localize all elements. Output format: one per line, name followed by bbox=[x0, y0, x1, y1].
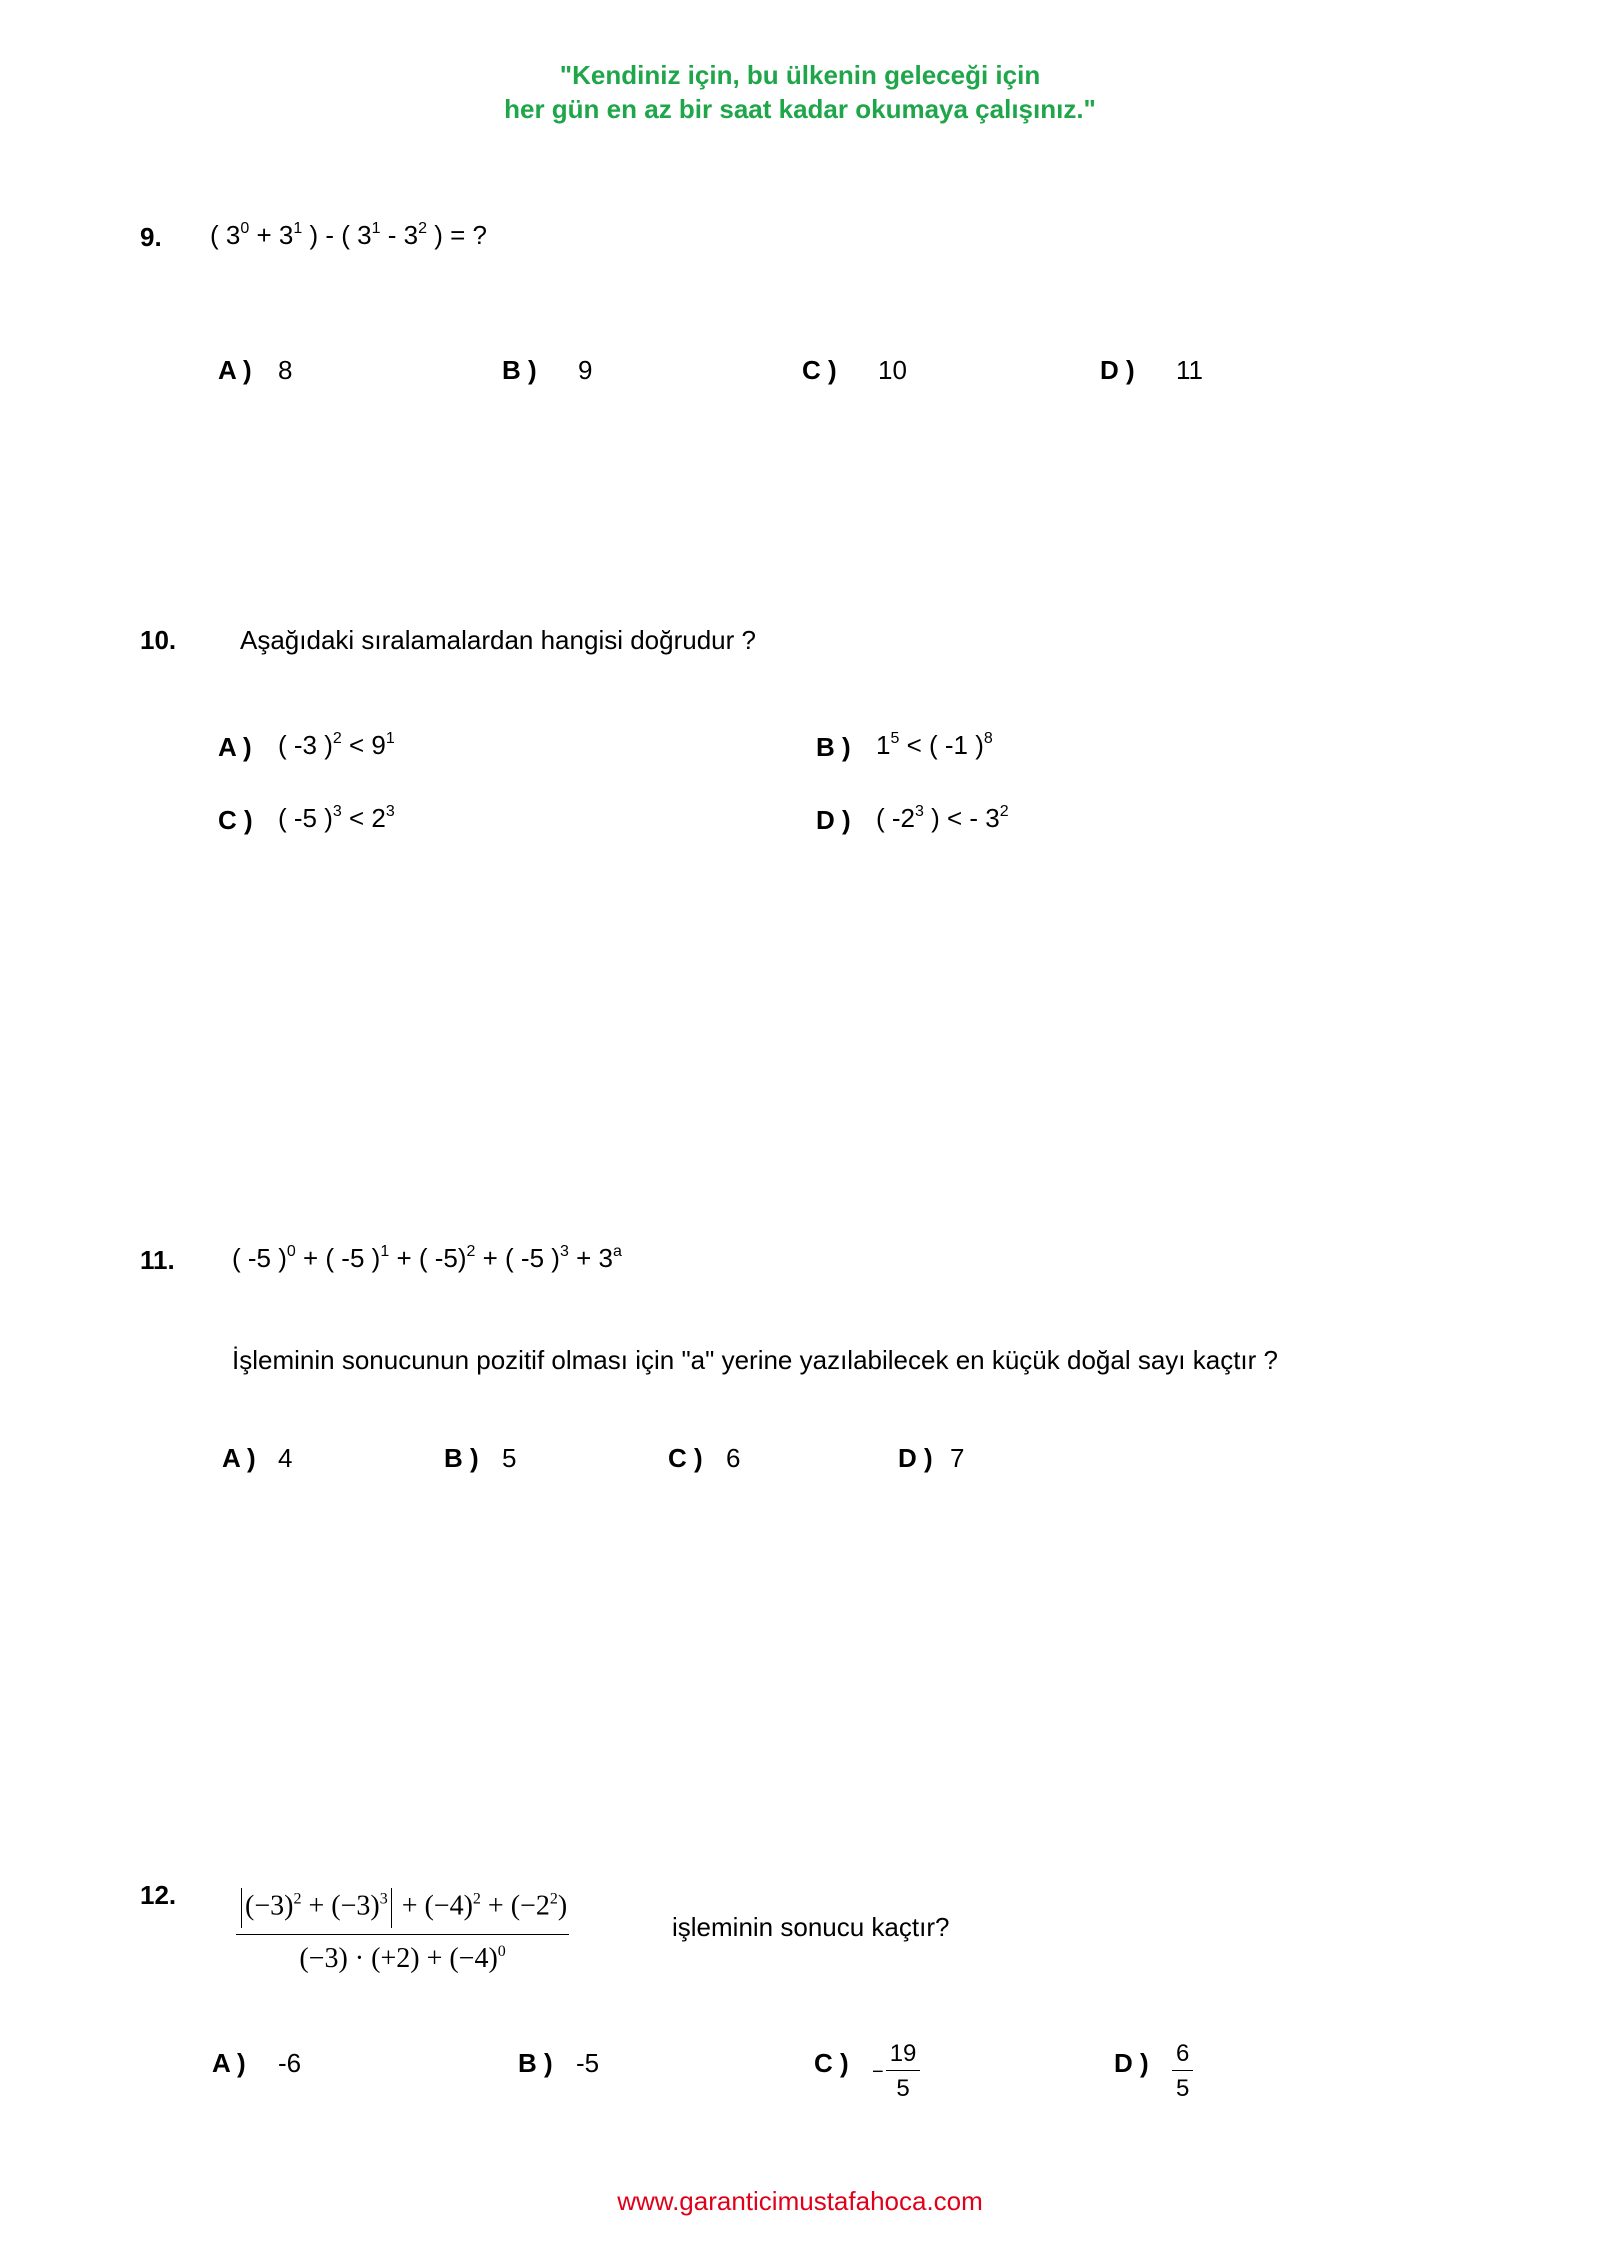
q12-option-a-label: A ) bbox=[212, 2048, 246, 2078]
q12-option-b-label: B ) bbox=[518, 2048, 553, 2078]
question-9-number: 9. bbox=[140, 222, 162, 252]
q10-option-d[interactable]: ( $-2^3$ ) < - $3^2$ bbox=[876, 803, 1009, 833]
q9-option-c-label: C ) bbox=[802, 355, 837, 385]
q9-option-a-label: A ) bbox=[218, 355, 252, 385]
footer-website-link[interactable]: www.garanticimustafahoca.com bbox=[617, 2186, 983, 2216]
q12-option-d[interactable] bbox=[1172, 2040, 1193, 2103]
q10-option-a[interactable]: ( -3 )$^2 < 9^1$ bbox=[278, 730, 395, 760]
q10-option-b-label: B ) bbox=[816, 732, 851, 762]
motto-line-1: "Kendiniz için, bu ülkenin geleceği için bbox=[559, 60, 1041, 90]
q12-option-d-label: D ) bbox=[1114, 2048, 1149, 2078]
q11-option-c-label: C ) bbox=[668, 1443, 703, 1473]
q9-option-b[interactable]: 9 bbox=[578, 355, 593, 385]
question-12-number: 12. bbox=[140, 1880, 177, 1910]
q9-option-c[interactable]: 10 bbox=[878, 355, 907, 385]
q12-option-a[interactable]: -6 bbox=[278, 2048, 302, 2078]
q10-option-b[interactable]: $1^5$ < ( -1 )$^8$ bbox=[876, 730, 993, 760]
q12-option-c-denominator: 5 bbox=[896, 2075, 910, 2102]
question-9-expression: ( $3^0 + 3^1$ ) - ( $3^1 - 3^2$ ) = ? bbox=[210, 220, 487, 250]
q11-option-d[interactable]: 7 bbox=[950, 1443, 965, 1473]
question-11-number: 11. bbox=[140, 1245, 175, 1275]
question-12-expression: $\frac{(-3)^2 + (-3)^3 + (-4)^2 + (-2^2)}{(-3) \cdot (+2) + (-4)^0}$ bbox=[236, 1888, 569, 1975]
q9-option-a[interactable]: 8 bbox=[278, 355, 293, 385]
q11-option-d-label: D ) bbox=[898, 1443, 933, 1473]
question-10-text: Aşağıdaki sıralamalardan hangisi doğrudur ? bbox=[240, 625, 756, 655]
q10-option-c-label: C ) bbox=[218, 805, 253, 835]
q9-option-d[interactable]: 11 bbox=[1176, 355, 1203, 385]
q11-option-a[interactable]: 4 bbox=[278, 1443, 293, 1473]
q11-option-c[interactable]: 6 bbox=[726, 1443, 741, 1473]
q12-option-c[interactable] bbox=[872, 2040, 920, 2103]
q11-option-a-label: A ) bbox=[222, 1443, 256, 1473]
q9-option-b-label: B ) bbox=[502, 355, 537, 385]
q11-option-b[interactable]: 5 bbox=[502, 1443, 517, 1473]
q10-option-d-label: D ) bbox=[816, 805, 851, 835]
q12-option-c-sign: − bbox=[872, 2061, 884, 2083]
q10-option-c[interactable]: ( -5 )$^3 < 2^3$ bbox=[278, 803, 395, 833]
question-12-text: işleminin sonucu kaçtır? bbox=[672, 1912, 950, 1942]
q10-option-a-label: A ) bbox=[218, 732, 252, 762]
question-11-text: İşleminin sonucunun pozitif olması için "a" yerine yazılabilecek en küçük doğal sayı kaçtır ? bbox=[232, 1345, 1278, 1375]
question-11-expression: ( -5 )$^0$ + ( -5 )$^1$ + ( -5)$^2$ + ( -5 )$^3 + 3^a$ bbox=[232, 1243, 622, 1273]
q12-option-b[interactable]: -5 bbox=[576, 2048, 600, 2078]
q11-option-b-label: B ) bbox=[444, 1443, 479, 1473]
question-10-number: 10. bbox=[140, 625, 177, 655]
q12-option-d-numerator: 6 bbox=[1172, 2040, 1193, 2071]
q12-option-c-numerator: 19 bbox=[886, 2040, 921, 2071]
q12-option-d-denominator: 5 bbox=[1176, 2075, 1190, 2102]
q9-option-d-label: D ) bbox=[1100, 355, 1135, 385]
motto-line-2: her gün en az bir saat kadar okumaya çalışınız." bbox=[504, 94, 1096, 124]
q12-option-c-label: C ) bbox=[814, 2048, 849, 2078]
